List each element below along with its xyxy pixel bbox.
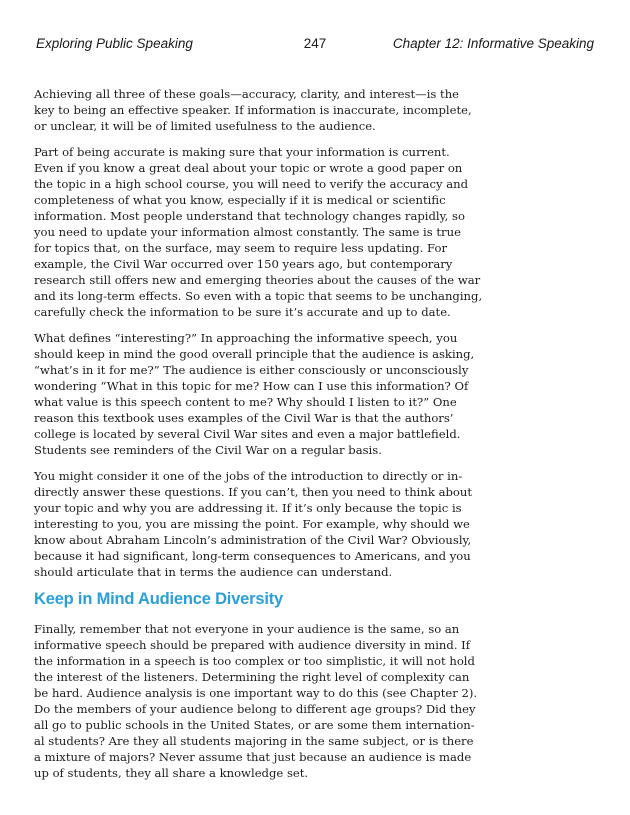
text-line: directly answer these questions. If you can’t, then you need to think about bbox=[34, 485, 473, 499]
text-line: “what’s in it for me?” The audience is either consciously or unconsciously bbox=[34, 363, 469, 377]
text-line: informative speech should be prepared with audience diversity in mind. If bbox=[34, 638, 471, 652]
running-header-book-title: Exploring Public Speaking bbox=[36, 36, 193, 51]
text-line: carefully check the information to be sure it’s accurate and up to date. bbox=[34, 305, 451, 319]
text-line: the information in a speech is too complex or too simplistic, it will not hold bbox=[34, 654, 475, 668]
text-line: Even if you know a great deal about your topic or wrote a good paper on bbox=[34, 161, 463, 175]
text-line: what value is this speech content to me? Why should I listen to it?” One bbox=[34, 395, 457, 409]
text-line: because it had significant, long-term consequences to Americans, and you bbox=[34, 549, 471, 563]
text-line: What defines “interesting?” In approaching the informative speech, you bbox=[34, 331, 458, 345]
text-line: the interest of the listeners. Determining the right level of complexity can bbox=[34, 670, 470, 684]
paragraphs-before-section bbox=[34, 86, 483, 580]
text-line: all go to public schools in the United States, or are some them internation- bbox=[34, 718, 475, 732]
text-line: Finally, remember that not everyone in your audience is the same, so an bbox=[34, 622, 460, 636]
text-line: Achieving all three of these goals—accuracy, clarity, and interest—is the bbox=[34, 87, 460, 101]
body-text bbox=[34, 86, 483, 791]
text-line: interesting to you, you are missing the point. For example, why should we bbox=[34, 517, 470, 531]
paragraphs-after-section bbox=[34, 621, 478, 781]
text-line: the topic in a high school course, you will need to verify the accuracy and bbox=[34, 177, 468, 191]
text-line: be hard. Audience analysis is one important way to do this (see Chapter 2). bbox=[34, 686, 478, 700]
text-line: should articulate that in terms the audience can understand. bbox=[34, 565, 393, 579]
text-line: know about Abraham Lincoln’s administration of the Civil War? Obviously, bbox=[34, 533, 472, 547]
text-line: reason this textbook uses examples of the Civil War is that the authors’ bbox=[34, 411, 454, 425]
text-line: information. Most people understand that technology changes rapidly, so bbox=[34, 209, 465, 223]
text-line: college is located by several Civil War sites and even a major battlefield. bbox=[34, 427, 461, 441]
text-line: Part of being accurate is making sure that your information is current. bbox=[34, 145, 450, 159]
page-number: 247 bbox=[303, 36, 327, 51]
text-line: up of students, they all share a knowledge set. bbox=[34, 766, 309, 780]
paragraph bbox=[34, 468, 473, 580]
paragraph bbox=[34, 86, 472, 134]
text-line: for topics that, on the surface, may seem to require less updating. For bbox=[34, 241, 447, 255]
text-line: a mixture of majors? Never assume that just because an audience is made bbox=[34, 750, 472, 764]
text-line: should keep in mind the good overall principle that the audience is asking, bbox=[34, 347, 475, 361]
text-line: completeness of what you know, especially if it is medical or scientific bbox=[34, 193, 446, 207]
text-line: you need to update your information almost constantly. The same is true bbox=[34, 225, 461, 239]
text-line: and its long-term effects. So even with a topic that seems to be unchanging, bbox=[34, 289, 483, 303]
running-header-chapter: Chapter 12: Informative Speaking bbox=[392, 36, 594, 51]
text-line: or unclear, it will be of limited usefulness to the audience. bbox=[34, 119, 376, 133]
paragraph bbox=[34, 330, 475, 458]
section-heading: Keep in Mind Audience Diversity bbox=[34, 590, 283, 608]
text-line: You might consider it one of the jobs of the introduction to directly or in- bbox=[34, 469, 463, 483]
text-line: wondering “What in this topic for me? How can I use this information? Of bbox=[34, 379, 469, 393]
paragraph bbox=[34, 621, 478, 781]
text-line: your topic and why you are addressing it. If it’s only because the topic is bbox=[34, 501, 462, 515]
text-line: key to being an effective speaker. If information is inaccurate, incomplete, bbox=[34, 103, 472, 117]
text-line: research still offers new and emerging theories about the causes of the war bbox=[34, 273, 481, 287]
text-line: al students? Are they all students majoring in the same subject, or is there bbox=[34, 734, 474, 748]
text-line: example, the Civil War occurred over 150 years ago, but contemporary bbox=[34, 257, 453, 271]
text-line: Students see reminders of the Civil War on a regular basis. bbox=[34, 443, 382, 457]
text-line: Do the members of your audience belong to different age groups? Did they bbox=[34, 702, 476, 716]
paragraph bbox=[34, 144, 483, 320]
